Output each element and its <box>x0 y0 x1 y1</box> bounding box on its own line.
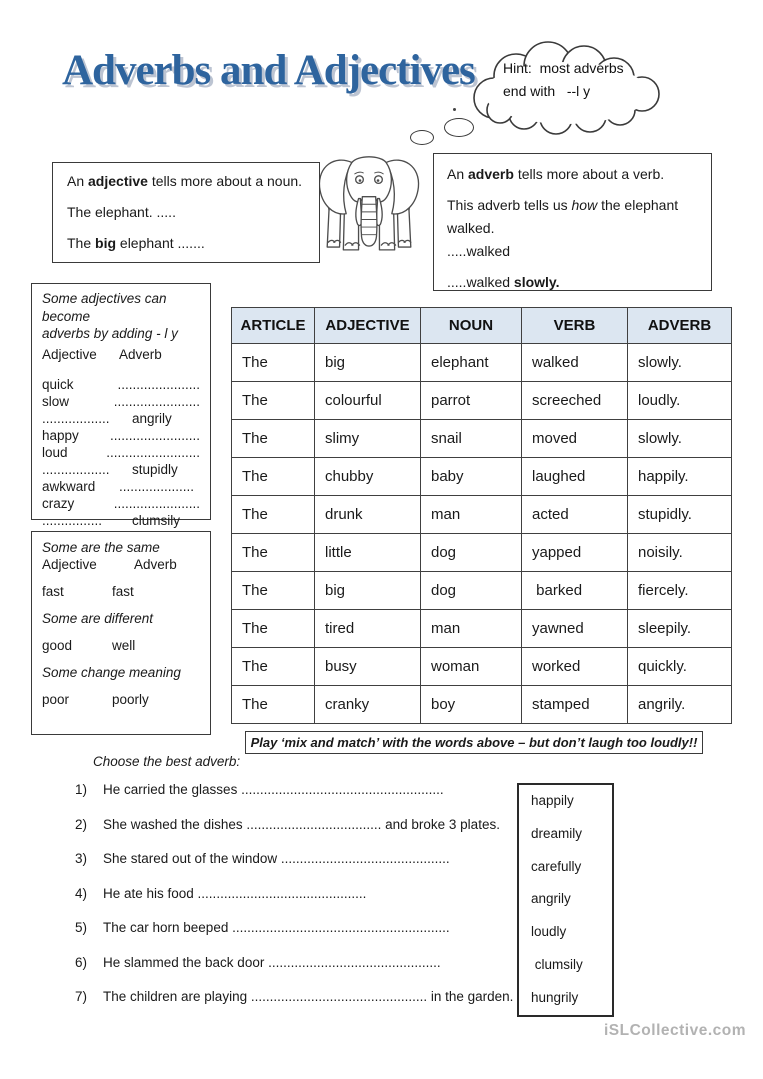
adverb-example-1: .....walked <box>447 243 511 259</box>
word-bank-item: loudly <box>531 924 567 940</box>
adverb-example-2: .....walked slowly. <box>447 274 560 290</box>
hint-text <box>503 57 624 103</box>
adjective-definition: An adjective tells more about a noun. <box>67 173 303 189</box>
table-row: The cranky boy stamped angrily. <box>232 686 732 724</box>
col-adverb: ADVERB <box>628 308 732 344</box>
note-change-meaning: Some change meaning <box>42 665 181 680</box>
elephant-image <box>312 145 426 255</box>
word-bank-item: happily <box>531 793 574 808</box>
pair-different: good well <box>42 638 136 653</box>
thought-trail-bubble-small <box>410 130 434 145</box>
ly-row: crazy ....................... <box>42 495 200 511</box>
ly-row: loud ......................... <box>42 444 200 460</box>
exercise-item: 6) He slammed the back door .............................................. <box>75 954 441 970</box>
ly-row: awkward .................... <box>42 478 195 494</box>
table-row: The tired man yawned sleepily. <box>232 610 732 648</box>
table-row: The chubby baby laughed happily. <box>232 458 732 496</box>
table-row: The big elephant walked slowly. <box>232 344 732 382</box>
table-row: The little dog yapped noisily. <box>232 534 732 572</box>
same-different-box <box>31 531 211 735</box>
exercise-item: 3) She stared out of the window ............................................. <box>75 851 450 866</box>
exercise-list <box>75 783 513 1004</box>
ly-conversion-box <box>31 283 211 528</box>
ly-row: quick ...................... <box>42 376 200 392</box>
hint-line-1: Hint: most adverbs <box>503 60 624 76</box>
column-header-adverb: Adverb <box>119 346 162 362</box>
exercise-item: 7) The children are playing ............................................... in the garden. <box>75 989 514 1004</box>
ly-row: ................ clumsily <box>42 512 181 528</box>
ly-box-rows <box>42 376 200 529</box>
pair-same: fast fast <box>42 584 134 599</box>
exercise-item: 2) She washed the dishes .................................... and broke 3 plates. <box>75 816 500 832</box>
thought-trail-bubble-large <box>444 118 474 137</box>
exercise-item: 1) He carried the glasses ...................................................... <box>75 782 444 797</box>
adjective-info-box <box>52 162 320 263</box>
word-bank-item: hungrily <box>531 989 579 1005</box>
column-header-adverb: Adverb <box>134 557 177 572</box>
hint-line-2: end with --l y <box>503 83 591 99</box>
page-title: Adverbs and Adjectives <box>62 47 475 94</box>
table-row: The colourful parrot screeched loudly. <box>232 382 732 420</box>
ly-box-column-headers <box>42 347 200 362</box>
table-row: The drunk man acted stupidly. <box>232 496 732 534</box>
adverb-explanation: This adverb tells us how the elephant walked. <box>447 197 679 236</box>
exercise-prompt: Choose the best adverb: <box>93 754 241 769</box>
ly-row: slow ....................... <box>42 393 200 409</box>
note-different: Some are different <box>42 611 154 626</box>
table-row: The slimy snail moved slowly. <box>232 420 732 458</box>
exercise-item: 4) He ate his food ............................................. <box>75 885 367 901</box>
table-row: The big dog barked fiercely. <box>232 572 732 610</box>
table-row: The busy woman worked quickly. <box>232 648 732 686</box>
play-note: Play ‘mix and match’ with the words above – but don’t laugh too loudly!! <box>245 731 703 754</box>
word-bank-item: carefully <box>531 858 582 874</box>
word-bank <box>517 783 614 1017</box>
ly-row: .................. stupidly <box>42 461 178 477</box>
islcollective-watermark: iSLCollective.com <box>603 1022 746 1039</box>
ly-row: .................. angrily <box>42 410 172 426</box>
column-header-adjective: Adjective <box>42 557 97 572</box>
word-bank-item: angrily <box>531 891 571 907</box>
adverb-definition: An adverb tells more about a verb. <box>447 166 665 182</box>
column-header-adjective: Adjective <box>42 346 97 362</box>
col-verb: VERB <box>522 308 628 344</box>
col-article: ARTICLE <box>232 308 315 344</box>
ly-box-heading: Some adjectives can become adverbs by adding - l y <box>42 291 178 341</box>
col-adjective: ADJECTIVE <box>315 308 421 344</box>
word-bank-item: clumsily <box>531 956 583 972</box>
word-bank-item: dreamily <box>531 825 583 841</box>
note-same: Some are the same <box>42 540 160 555</box>
adjective-example-1: The elephant. ..... <box>67 204 176 220</box>
word-table <box>231 307 732 724</box>
adverb-info-box <box>433 153 712 291</box>
ly-row: happy ........................ <box>42 427 200 443</box>
table-header-row <box>232 308 732 344</box>
same-box-column-headers <box>42 557 200 572</box>
thought-trail-dot <box>453 108 456 111</box>
col-noun: NOUN <box>421 308 522 344</box>
adjective-example-2: The big elephant ....... <box>67 235 205 251</box>
pair-change-meaning: poor poorly <box>42 692 149 707</box>
exercise-item: 5) The car horn beeped .......................................................... <box>75 920 450 935</box>
